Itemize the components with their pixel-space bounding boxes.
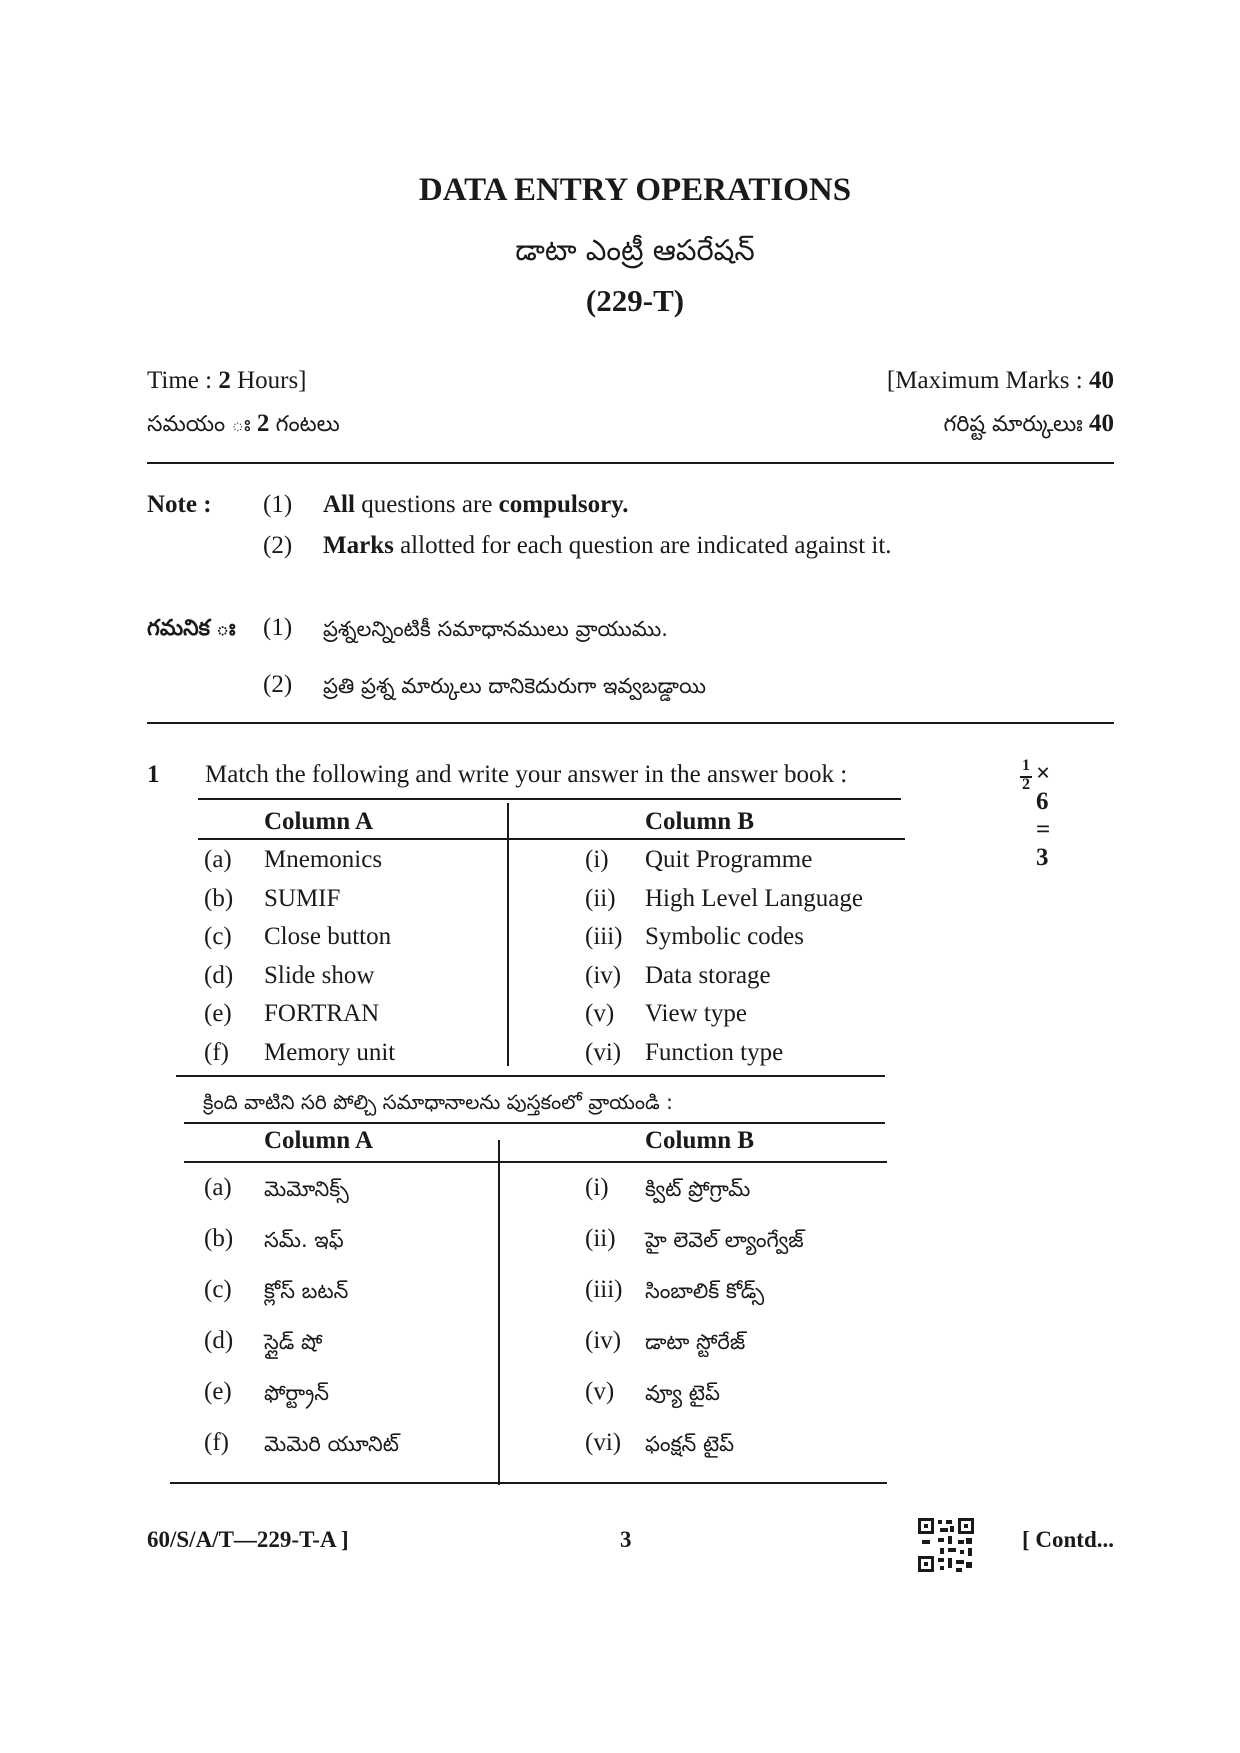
table-te-top-rule xyxy=(184,1122,885,1124)
column-b-key: (iv) xyxy=(585,961,622,989)
column-b-item: Symbolic codes xyxy=(645,923,805,950)
column-b-item: Function type xyxy=(645,1038,784,1066)
column-a-item: మెమోనిక్స్ xyxy=(264,1177,349,1201)
column-a-key: (d) xyxy=(204,961,234,989)
column-a-key: (b) xyxy=(204,884,234,912)
column-b-key: (i) xyxy=(585,1174,609,1201)
qr-code-icon xyxy=(918,1518,974,1572)
note-number: (2) xyxy=(263,671,293,698)
max-marks-english: [Maximum Marks : 40 xyxy=(886,367,1114,394)
table-en-header-rule xyxy=(198,838,905,840)
column-b-key: (ii) xyxy=(585,884,616,912)
column-a-key: (c) xyxy=(204,1276,232,1303)
table-en-column-divider xyxy=(507,803,509,1066)
column-b-item: View type xyxy=(645,1000,747,1027)
column-b-key: (ii) xyxy=(585,1225,616,1252)
divider-top xyxy=(147,462,1114,464)
time-english: Time : 2 Hours] xyxy=(147,367,307,394)
column-a-header-telugu-table: Column A xyxy=(264,1127,374,1154)
table-en-top-rule xyxy=(198,798,901,800)
column-a-item: Close button xyxy=(264,923,392,950)
column-a-item: Slide show xyxy=(264,961,375,989)
column-b-header-telugu-table: Column B xyxy=(645,1127,755,1154)
time-telugu: సమయం ః 2 గంటలు xyxy=(147,410,340,437)
footer-paper-code: 60/S/A/T—229-T-A ] xyxy=(147,1527,349,1552)
paper-code: (229-T) xyxy=(585,283,685,318)
column-a-key: (f) xyxy=(204,1038,229,1066)
note-number: (2) xyxy=(263,532,293,559)
note-item: Marks allotted for each question are indicated against it. xyxy=(323,532,892,559)
column-a-key: (f) xyxy=(204,1429,229,1456)
table-te-bottom-rule xyxy=(170,1482,887,1484)
column-a-item: SUMIF xyxy=(264,884,341,912)
column-a-header: Column A xyxy=(264,808,374,835)
note-label-telugu: గమనిక ః xyxy=(147,616,236,641)
note-item: All questions are compulsory. xyxy=(323,491,629,518)
table-te-header-rule xyxy=(184,1161,887,1163)
column-a-item: FORTRAN xyxy=(264,1000,380,1027)
note-label: Note : xyxy=(147,491,212,518)
column-a-item: క్లోస్ బటన్ xyxy=(264,1279,349,1303)
column-a-key: (e) xyxy=(204,1378,232,1405)
column-b-item: హై లెవెల్ ల్యాంగ్వేజ్ xyxy=(645,1228,804,1252)
column-a-item: Memory unit xyxy=(264,1038,396,1066)
column-b-key: (vi) xyxy=(585,1429,622,1456)
question-number: 1 xyxy=(147,761,160,788)
column-b-item: High Level Language xyxy=(645,884,863,912)
column-a-key: (a) xyxy=(204,846,232,873)
column-a-item: మెమెరి యూనిట్ xyxy=(264,1432,399,1456)
column-b-key: (v) xyxy=(585,1000,615,1027)
column-a-key: (b) xyxy=(204,1225,234,1252)
column-a-key: (a) xyxy=(204,1174,232,1201)
column-b-item: డాటా స్టోరేజ్ xyxy=(645,1330,746,1354)
note-number: (1) xyxy=(263,491,293,518)
question-prompt: Match the following and write your answer in the answer book : xyxy=(205,761,848,788)
column-b-key: (v) xyxy=(585,1378,615,1405)
column-b-item: Data storage xyxy=(645,961,771,989)
column-b-key: (iii) xyxy=(585,923,623,950)
column-b-item: వ్యూ టైప్ xyxy=(645,1381,720,1405)
page-number: 3 xyxy=(620,1527,632,1552)
column-b-key: (iii) xyxy=(585,1276,623,1303)
note-item-telugu: ప్రశ్నలన్నింటికీ సమాధానములు వ్రాయుము. xyxy=(323,617,668,641)
column-b-item: Quit Programme xyxy=(645,846,813,873)
paper-title: DATA ENTRY OPERATIONS xyxy=(418,172,852,208)
column-b-key: (iv) xyxy=(585,1327,622,1354)
max-marks-telugu: గరిష్ట మార్కులుః 40 xyxy=(943,410,1114,437)
column-a-key: (d) xyxy=(204,1327,234,1354)
column-b-key: (vi) xyxy=(585,1038,622,1066)
column-a-item: ఫోర్ట్రాన్ xyxy=(264,1381,330,1405)
column-a-key: (e) xyxy=(204,1000,232,1027)
column-b-key: (i) xyxy=(585,846,609,873)
continued-label: [ Contd... xyxy=(1021,1527,1114,1552)
column-b-item: ఫంక్షన్ టైప్ xyxy=(645,1432,735,1456)
column-a-item: Mnemonics xyxy=(264,846,383,873)
table-te-column-divider xyxy=(498,1140,500,1485)
column-a-key: (c) xyxy=(204,923,232,950)
column-a-item: సమ్. ఇఫ్ xyxy=(264,1228,344,1252)
question-prompt-telugu: క్రింది వాటిని సరి పోల్చి సమాధానాలను పుస్తకంలో వ్రాయండి : xyxy=(203,1090,673,1114)
note-item-telugu: ప్రతి ప్రశ్న మార్కులు దానికెదురుగా ఇవ్వబడ్డాయి xyxy=(323,674,706,698)
table-en-bottom-rule xyxy=(176,1075,885,1077)
column-b-header: Column B xyxy=(645,808,755,835)
note-number: (1) xyxy=(263,614,293,641)
divider-notes xyxy=(147,722,1114,724)
paper-title-telugu: డాటా ఎంట్రీ ఆపరేషన్ xyxy=(515,233,755,267)
column-a-item: స్లైడ్ షో xyxy=(264,1330,323,1354)
column-b-item: సింబాలిక్ కోడ్స్ xyxy=(645,1279,765,1303)
column-b-item: క్విట్ ప్రోగ్రామ్ xyxy=(645,1177,751,1201)
